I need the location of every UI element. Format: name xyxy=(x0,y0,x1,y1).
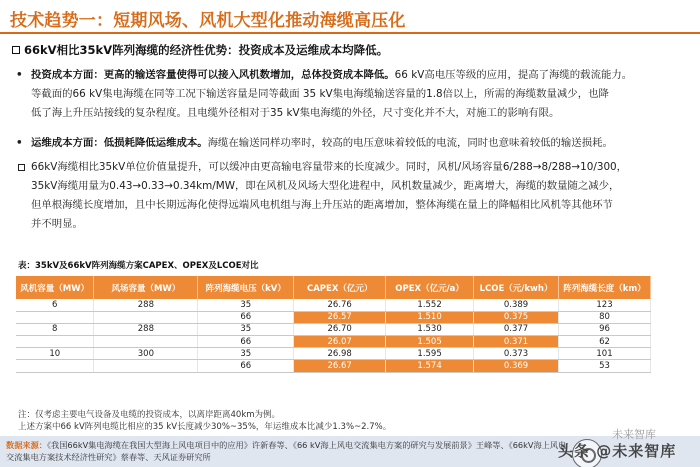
table-cell-voltage: 35 xyxy=(198,348,294,360)
bullet-icon: • xyxy=(16,137,23,149)
table-cell-length: 123 xyxy=(559,299,651,311)
column-header: OPEX（亿元/a） xyxy=(386,276,474,299)
paragraph-text: 海缆在输送同样功率时，较高的电压意味着较低的电流，同时也意味着较低的输送损耗。 xyxy=(207,137,613,149)
table-cell-farm: 300 xyxy=(94,348,198,360)
table-row xyxy=(16,336,651,348)
table-cell-opex: 1.505 xyxy=(386,336,474,348)
paragraph-text: 低了海上升压站接线的复杂程度。且电缆外径相对于35 kV集电海缆的外径，尺寸变化并不大，对施工的影响有限。 xyxy=(31,107,560,119)
paragraph-line xyxy=(16,196,692,215)
paragraph-text: 但单根海缆长度增加，且中长期远海化使得远端风电机组与海上升压站的距离增加，整体海缆在量上的降幅相比风机等其他环节 xyxy=(31,199,613,211)
paragraph-text: 66 kV高电压等级的应用，提高了海缆的载流能力。 xyxy=(394,69,633,81)
square-bullet-icon xyxy=(12,46,20,54)
table-cell-length: 53 xyxy=(559,360,651,372)
paragraph-lead: 投资成本方面：更高的输送容量使得可以接入风机数增加，总体投资成本降低。 xyxy=(31,69,395,81)
table-cell-turbine xyxy=(16,311,94,323)
table-cell-length: 80 xyxy=(559,311,651,323)
bullet-icon: • xyxy=(16,69,23,81)
table-cell-voltage: 66 xyxy=(198,311,294,323)
paragraph-line xyxy=(16,66,692,85)
table-cell-voltage: 66 xyxy=(198,336,294,348)
table-cell-farm xyxy=(94,311,198,323)
page-title: 技术趋势一：短期风场、风机大型化推动海缆高压化 xyxy=(10,11,406,31)
table-cell-voltage: 35 xyxy=(198,323,294,335)
table-cell-capex: 26.76 xyxy=(294,299,386,311)
table-note: 注：仅考虑主要电气设备及电缆的投资成本，以离岸距离40km为例。 xyxy=(18,410,281,420)
paragraph-om-cost xyxy=(16,134,692,153)
column-header: 阵列海缆电压（kV） xyxy=(198,276,294,299)
column-header: 风场容量（MW） xyxy=(94,276,198,299)
watermark-small: 未来智库 xyxy=(612,428,656,441)
table-cell-turbine: 10 xyxy=(16,348,94,360)
table-cell-capex: 26.98 xyxy=(294,348,386,360)
table-cell-turbine: 8 xyxy=(16,323,94,335)
table-note: 上述方案中66 kV阵列电缆比相应的35 kV长度减少30%~35%，年运维成本比减少1.3%~2.7%。 xyxy=(18,422,392,432)
column-header: LCOE（元/kwh） xyxy=(474,276,559,299)
table-caption: 表：35kV及66kV阵列海缆方案CAPEX、OPEX及LCOE对比 xyxy=(18,261,259,271)
table-cell-lcoe: 0.389 xyxy=(474,299,559,311)
table-cell-opex: 1.552 xyxy=(386,299,474,311)
paragraph-text: 并不明显。 xyxy=(31,218,83,230)
paragraph-investment-cost xyxy=(16,66,692,123)
paragraph-lead: 运维成本方面：低损耗降低运维成本。 xyxy=(31,137,208,149)
table-cell-lcoe: 0.377 xyxy=(474,323,559,335)
table-cell-farm xyxy=(94,360,198,372)
table-cell-farm: 288 xyxy=(94,323,198,335)
table-cell-lcoe: 0.371 xyxy=(474,336,559,348)
table-cell-lcoe: 0.369 xyxy=(474,360,559,372)
table-cell-farm: 288 xyxy=(94,299,198,311)
paragraph-line xyxy=(16,85,692,104)
paragraph-line xyxy=(16,158,692,177)
table-cell-opex: 1.510 xyxy=(386,311,474,323)
table-cell-opex: 1.595 xyxy=(386,348,474,360)
table-cell-turbine: 6 xyxy=(16,299,94,311)
table-cell-length: 96 xyxy=(559,323,651,335)
column-header: 阵列海缆长度（km） xyxy=(559,276,651,299)
paragraph-line xyxy=(16,134,692,153)
table-cell-capex: 26.07 xyxy=(294,336,386,348)
table-cell-capex: 26.70 xyxy=(294,323,386,335)
source-label: 数据来源： xyxy=(6,440,47,450)
table-cell-farm xyxy=(94,336,198,348)
table-cell-voltage: 35 xyxy=(198,299,294,311)
section-heading-text: 66kV相比35kV阵列海缆的经济性优势：投资成本及运维成本均降低。 xyxy=(24,43,389,57)
table-cell-lcoe: 0.373 xyxy=(474,348,559,360)
table-cell-lcoe: 0.375 xyxy=(474,311,559,323)
paragraph-text: 35kV海缆用量为0.43→0.33→0.34km/MW，即在风机及风场大型化进程中，风机数量减少，距离增大，海缆的数量随之减少， xyxy=(31,180,620,192)
table-cell-turbine xyxy=(16,336,94,348)
table-row xyxy=(16,348,651,360)
table-cell-length: 101 xyxy=(559,348,651,360)
comparison-table xyxy=(16,276,651,373)
watermark-text: 头条 @未来智库 xyxy=(558,442,677,460)
table-cell-capex: 26.67 xyxy=(294,360,386,372)
table-cell-opex: 1.530 xyxy=(386,323,474,335)
table-row xyxy=(16,311,651,323)
paragraph-line xyxy=(16,177,692,196)
table-cell-length: 62 xyxy=(559,336,651,348)
table-cell-turbine xyxy=(16,360,94,372)
column-header: CAPEX（亿元） xyxy=(294,276,386,299)
paragraph-text: 等截面的66 kV集电海缆在同等工况下输送容量是同等截面 35 kV集电海缆输送容量的1.8倍以上，所需的海缆数量减少，也降 xyxy=(31,88,609,100)
section-heading xyxy=(12,42,388,58)
table-row xyxy=(16,323,651,335)
table-header-row xyxy=(16,276,651,299)
table-row xyxy=(16,299,651,311)
source-line: 交流集电方案技术经济性研究》蔡春等、天风证券研究所 xyxy=(6,452,211,462)
table-cell-opex: 1.574 xyxy=(386,360,474,372)
column-header: 风机容量（MW） xyxy=(16,276,94,299)
source-text xyxy=(6,439,606,463)
paragraph-line xyxy=(16,215,692,234)
source-line: 《我国66kV集电海缆在我国大型海上风电项目中的应用》许新春等、《66 kV海上风电交流集电方案的研究与发展前景》王峰等、《66kV海上风电 xyxy=(46,440,567,450)
table-cell-voltage: 66 xyxy=(198,360,294,372)
paragraph-text: 66kV海缆相比35kV单位价值量提升，可以缓冲由更高输电容量带来的长度减少。同时，风机/风场容量6/288→8/288→10/300， xyxy=(31,161,628,173)
paragraph-value-comparison xyxy=(16,158,692,234)
square-bullet-icon xyxy=(18,164,25,171)
paragraph-line xyxy=(16,104,692,123)
title-divider xyxy=(0,32,700,34)
table-row xyxy=(16,360,651,372)
table-cell-capex: 26.57 xyxy=(294,311,386,323)
